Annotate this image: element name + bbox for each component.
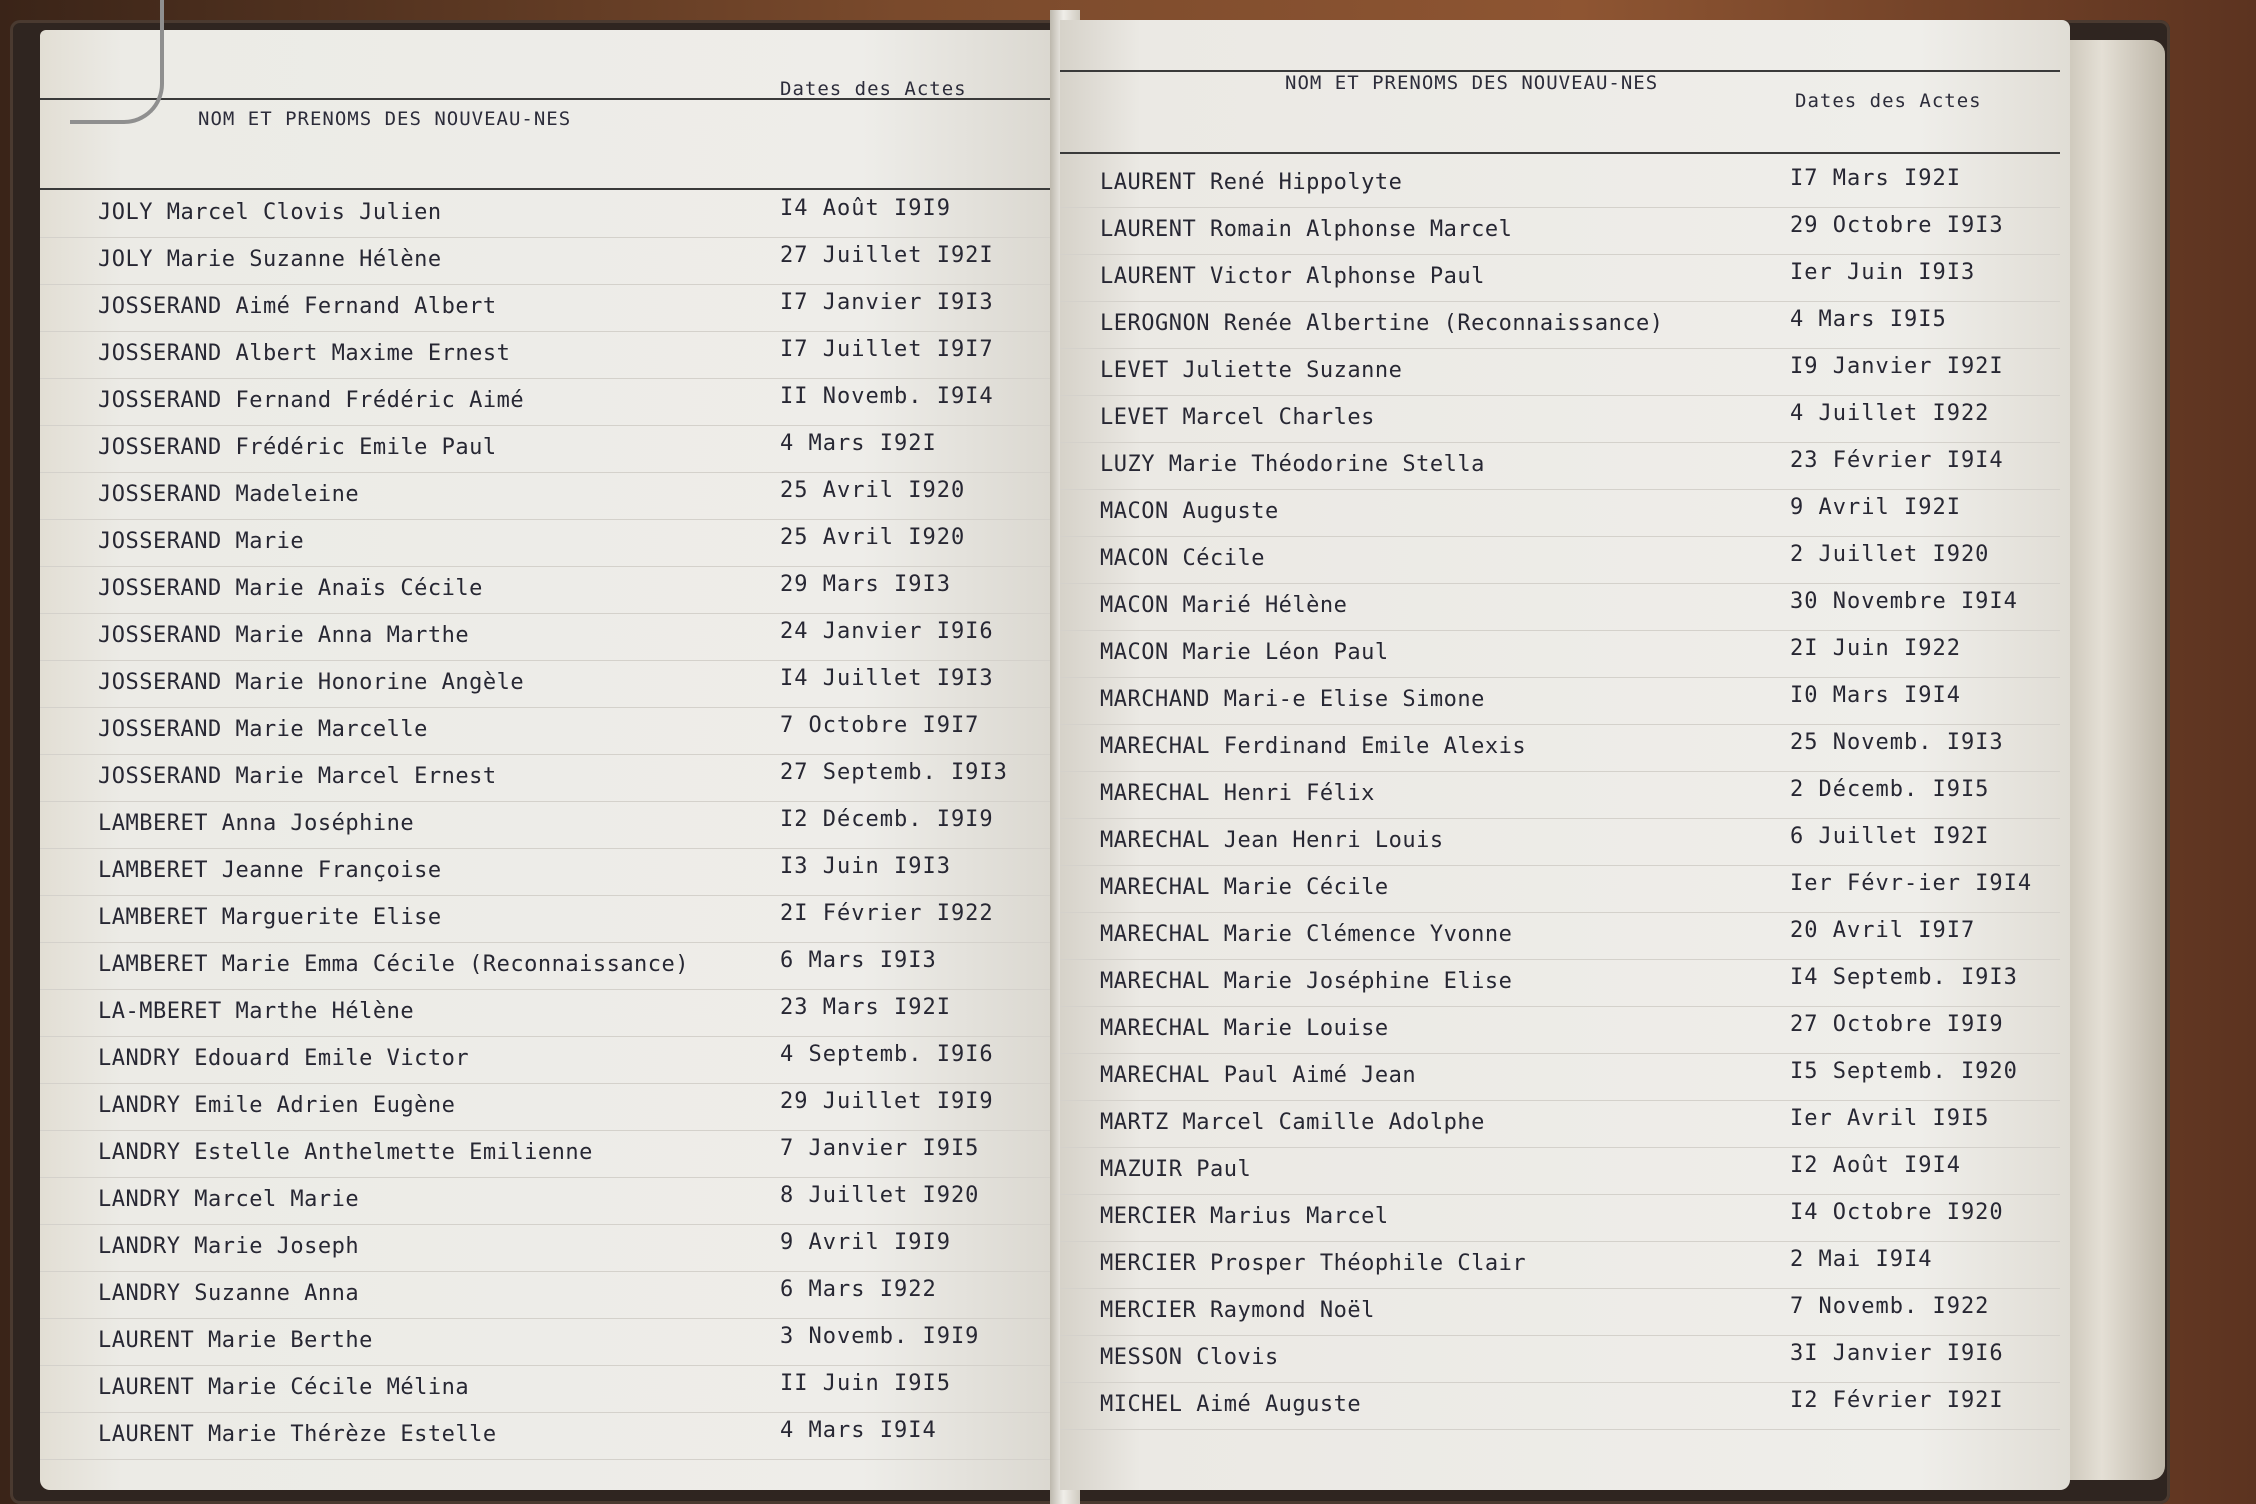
entry-date: 7 Octobre I9I7 xyxy=(780,713,980,738)
table-row xyxy=(1060,1053,2060,1101)
table-row xyxy=(40,378,1060,426)
table-row xyxy=(40,1083,1060,1131)
entry-name: JOSSERAND Frédéric Emile Paul xyxy=(98,435,497,460)
entry-date: 20 Avril I9I7 xyxy=(1790,918,1976,943)
table-row xyxy=(40,801,1060,849)
entry-date: 3 Novemb. I9I9 xyxy=(780,1324,980,1349)
table-row xyxy=(1060,1382,2060,1430)
table-row xyxy=(40,472,1060,520)
entry-date: Ier Avril I9I5 xyxy=(1790,1106,1990,1131)
entry-name: LEVET Juliette Suzanne xyxy=(1100,358,1403,383)
entry-date: 23 Février I9I4 xyxy=(1790,448,2004,473)
entry-name: LAMBERET Anna Joséphine xyxy=(98,811,415,836)
entry-date: 7 Janvier I9I5 xyxy=(780,1136,980,1161)
right-page xyxy=(1060,20,2070,1490)
entry-date: 24 Janvier I9I6 xyxy=(780,619,994,644)
entry-name: LANDRY Suzanne Anna xyxy=(98,1281,360,1306)
table-row xyxy=(40,566,1060,614)
table-row xyxy=(40,1177,1060,1225)
entry-date: 7 Novemb. I922 xyxy=(1790,1294,1990,1319)
entry-name: LA-MBERET Marthe Hélène xyxy=(98,999,415,1024)
left-page xyxy=(40,30,1068,1490)
entry-name: MICHEL Aimé Auguste xyxy=(1100,1392,1362,1417)
table-row xyxy=(40,190,1060,238)
entry-name: LAURENT Victor Alphonse Paul xyxy=(1100,264,1485,289)
entry-date: I3 Juin I9I3 xyxy=(780,854,951,879)
table-row xyxy=(1060,254,2060,302)
table-row xyxy=(1060,536,2060,584)
entry-date: II Juin I9I5 xyxy=(780,1371,951,1396)
entry-date: 4 Juillet I922 xyxy=(1790,401,1990,426)
table-row xyxy=(1060,959,2060,1007)
entry-date: I4 Septemb. I9I3 xyxy=(1790,965,2018,990)
table-row xyxy=(1060,301,2060,349)
entry-name: JOSSERAND Albert Maxime Ernest xyxy=(98,341,511,366)
entry-name: LANDRY Estelle Anthelmette Emilienne xyxy=(98,1140,593,1165)
table-row xyxy=(1060,1335,2060,1383)
entry-name: LAURENT René Hippolyte xyxy=(1100,170,1403,195)
entry-date: 6 Mars I922 xyxy=(780,1277,937,1302)
entry-date: 2 Juillet I920 xyxy=(1790,542,1990,567)
entry-date: 29 Octobre I9I3 xyxy=(1790,213,2004,238)
entry-date: 8 Juillet I920 xyxy=(780,1183,980,1208)
entry-date: 23 Mars I92I xyxy=(780,995,951,1020)
entry-name: MARCHAND Mari-e Elise Simone xyxy=(1100,687,1485,712)
table-row xyxy=(1060,395,2060,443)
entry-name: MACON Marie Léon Paul xyxy=(1100,640,1389,665)
entry-name: JOSSERAND Marie Honorine Angèle xyxy=(98,670,525,695)
entry-name: LAURENT Marie Thérèze Estelle xyxy=(98,1422,497,1447)
entry-name: JOLY Marie Suzanne Hélène xyxy=(98,247,442,272)
entry-name: LAMBERET Marie Emma Cécile (Reconnaissance) xyxy=(98,952,690,977)
entry-name: MESSON Clovis xyxy=(1100,1345,1279,1370)
entry-date: 3I Janvier I9I6 xyxy=(1790,1341,2004,1366)
entry-name: JOSSERAND Marie Marcelle xyxy=(98,717,428,742)
entry-name: MAZUIR Paul xyxy=(1100,1157,1252,1182)
entry-name: MARECHAL Marie Clémence Yvonne xyxy=(1100,922,1513,947)
entry-date: 25 Avril I920 xyxy=(780,525,966,550)
table-row xyxy=(40,613,1060,661)
entry-date: 2I Février I922 xyxy=(780,901,994,926)
entry-date: I7 Juillet I9I7 xyxy=(780,337,994,362)
table-row xyxy=(40,707,1060,755)
entry-date: 2 Mai I9I4 xyxy=(1790,1247,1933,1272)
entry-date: 9 Avril I9I9 xyxy=(780,1230,951,1255)
table-row xyxy=(1060,1288,2060,1336)
table-row xyxy=(40,425,1060,473)
table-row xyxy=(40,1412,1060,1460)
entry-name: MARECHAL Jean Henri Louis xyxy=(1100,828,1444,853)
entry-name: MARECHAL Henri Félix xyxy=(1100,781,1375,806)
table-row xyxy=(40,895,1060,943)
table-row xyxy=(40,1036,1060,1084)
table-row xyxy=(40,848,1060,896)
table-row xyxy=(1060,160,2060,208)
table-row xyxy=(40,942,1060,990)
entry-date: I7 Janvier I9I3 xyxy=(780,290,994,315)
entry-date: I4 Octobre I920 xyxy=(1790,1200,2004,1225)
entry-name: MACON Marié Hélène xyxy=(1100,593,1348,618)
table-row xyxy=(1060,1241,2060,1289)
entry-name: LAMBERET Jeanne Françoise xyxy=(98,858,442,883)
entry-name: LANDRY Marcel Marie xyxy=(98,1187,360,1212)
table-row xyxy=(1060,912,2060,960)
table-row xyxy=(1060,442,2060,490)
entry-date: I2 Février I92I xyxy=(1790,1388,2004,1413)
entry-date: 29 Juillet I9I9 xyxy=(780,1089,994,1114)
table-row xyxy=(1060,348,2060,396)
entry-name: MARECHAL Marie Cécile xyxy=(1100,875,1389,900)
entry-date: 29 Mars I9I3 xyxy=(780,572,951,597)
entry-date: 25 Novemb. I9I3 xyxy=(1790,730,2004,755)
table-row xyxy=(1060,630,2060,678)
entry-name: LEROGNON Renée Albertine (Reconnaissance) xyxy=(1100,311,1664,336)
dates-column-header: Dates des Actes xyxy=(1795,90,1982,112)
entry-date: I2 Août I9I4 xyxy=(1790,1153,1961,1178)
table-row xyxy=(1060,489,2060,537)
entry-name: JOSSERAND Marie Marcel Ernest xyxy=(98,764,497,789)
entry-name: MARECHAL Paul Aimé Jean xyxy=(1100,1063,1417,1088)
entry-name: LUZY Marie Théodorine Stella xyxy=(1100,452,1485,477)
entry-date: I5 Septemb. I920 xyxy=(1790,1059,2018,1084)
entry-name: MERCIER Marius Marcel xyxy=(1100,1204,1389,1229)
names-column-header: NOM ET PRENOMS DES NOUVEAU-NES xyxy=(198,108,572,130)
entry-name: MERCIER Raymond Noël xyxy=(1100,1298,1375,1323)
entry-name: LAMBERET Marguerite Elise xyxy=(98,905,442,930)
table-row xyxy=(40,754,1060,802)
entry-date: Ier Févr-ier I9I4 xyxy=(1790,871,2033,896)
entry-date: 4 Mars I9I5 xyxy=(1790,307,1947,332)
entry-name: JOSSERAND Marie xyxy=(98,529,305,554)
entry-date: I2 Décemb. I9I9 xyxy=(780,807,994,832)
table-row xyxy=(1060,818,2060,866)
table-row xyxy=(40,989,1060,1037)
table-row xyxy=(1060,1100,2060,1148)
table-row xyxy=(1060,677,2060,725)
header-bottom-rule xyxy=(1060,152,2060,154)
entry-name: LEVET Marcel Charles xyxy=(1100,405,1375,430)
entry-name: MARECHAL Marie Louise xyxy=(1100,1016,1389,1041)
entry-name: MARECHAL Marie Joséphine Elise xyxy=(1100,969,1513,994)
entry-name: LANDRY Marie Joseph xyxy=(98,1234,360,1259)
entry-date: 27 Juillet I92I xyxy=(780,243,994,268)
entry-date: 25 Avril I920 xyxy=(780,478,966,503)
entry-date: I7 Mars I92I xyxy=(1790,166,1961,191)
table-row xyxy=(1060,1006,2060,1054)
paper-clip xyxy=(70,0,164,124)
table-row xyxy=(40,660,1060,708)
entry-date: 27 Septemb. I9I3 xyxy=(780,760,1008,785)
entry-name: LAURENT Romain Alphonse Marcel xyxy=(1100,217,1513,242)
table-row xyxy=(40,519,1060,567)
entry-name: LANDRY Edouard Emile Victor xyxy=(98,1046,470,1071)
entry-name: MARTZ Marcel Camille Adolphe xyxy=(1100,1110,1485,1135)
entry-name: MACON Cécile xyxy=(1100,546,1265,571)
table-row xyxy=(40,1130,1060,1178)
table-row xyxy=(1060,1194,2060,1242)
entry-date: Ier Juin I9I3 xyxy=(1790,260,1976,285)
entry-name: LANDRY Emile Adrien Eugène xyxy=(98,1093,456,1118)
entry-name: LAURENT Marie Cécile Mélina xyxy=(98,1375,470,1400)
table-row xyxy=(1060,583,2060,631)
entry-name: MACON Auguste xyxy=(1100,499,1279,524)
table-row xyxy=(40,284,1060,332)
table-row xyxy=(1060,771,2060,819)
entry-name: LAURENT Marie Berthe xyxy=(98,1328,373,1353)
table-row xyxy=(1060,724,2060,772)
table-row xyxy=(40,331,1060,379)
table-row xyxy=(40,1365,1060,1413)
entry-date: 4 Septemb. I9I6 xyxy=(780,1042,994,1067)
entry-date: 2I Juin I922 xyxy=(1790,636,1961,661)
entry-name: MARECHAL Ferdinand Emile Alexis xyxy=(1100,734,1527,759)
table-row xyxy=(1060,1147,2060,1195)
entry-name: JOSSERAND Marie Anna Marthe xyxy=(98,623,470,648)
entry-date: II Novemb. I9I4 xyxy=(780,384,994,409)
entry-name: JOLY Marcel Clovis Julien xyxy=(98,200,442,225)
names-column-header: NOM ET PRENOMS DES NOUVEAU-NES xyxy=(1285,72,1659,94)
entry-date: 30 Novembre I9I4 xyxy=(1790,589,2018,614)
page-stack-edge xyxy=(2060,40,2165,1480)
entry-name: JOSSERAND Fernand Frédéric Aimé xyxy=(98,388,525,413)
entry-date: I0 Mars I9I4 xyxy=(1790,683,1961,708)
table-row xyxy=(40,1318,1060,1366)
entry-date: 4 Mars I92I xyxy=(780,431,937,456)
entry-date: 4 Mars I9I4 xyxy=(780,1418,937,1443)
entry-date: 6 Mars I9I3 xyxy=(780,948,937,973)
table-row xyxy=(40,1271,1060,1319)
entry-date: 27 Octobre I9I9 xyxy=(1790,1012,2004,1037)
entry-date: 6 Juillet I92I xyxy=(1790,824,1990,849)
dates-column-header: Dates des Actes xyxy=(780,78,967,100)
table-row xyxy=(1060,207,2060,255)
entry-date: I9 Janvier I92I xyxy=(1790,354,2004,379)
table-row xyxy=(1060,865,2060,913)
entry-name: JOSSERAND Madeleine xyxy=(98,482,360,507)
entry-name: JOSSERAND Marie Anaïs Cécile xyxy=(98,576,483,601)
table-row xyxy=(40,237,1060,285)
entry-date: 9 Avril I92I xyxy=(1790,495,1961,520)
entry-date: I4 Août I9I9 xyxy=(780,196,951,221)
entry-date: I4 Juillet I9I3 xyxy=(780,666,994,691)
entry-name: JOSSERAND Aimé Fernand Albert xyxy=(98,294,497,319)
entry-name: MERCIER Prosper Théophile Clair xyxy=(1100,1251,1527,1276)
entry-date: 2 Décemb. I9I5 xyxy=(1790,777,1990,802)
table-row xyxy=(40,1224,1060,1272)
